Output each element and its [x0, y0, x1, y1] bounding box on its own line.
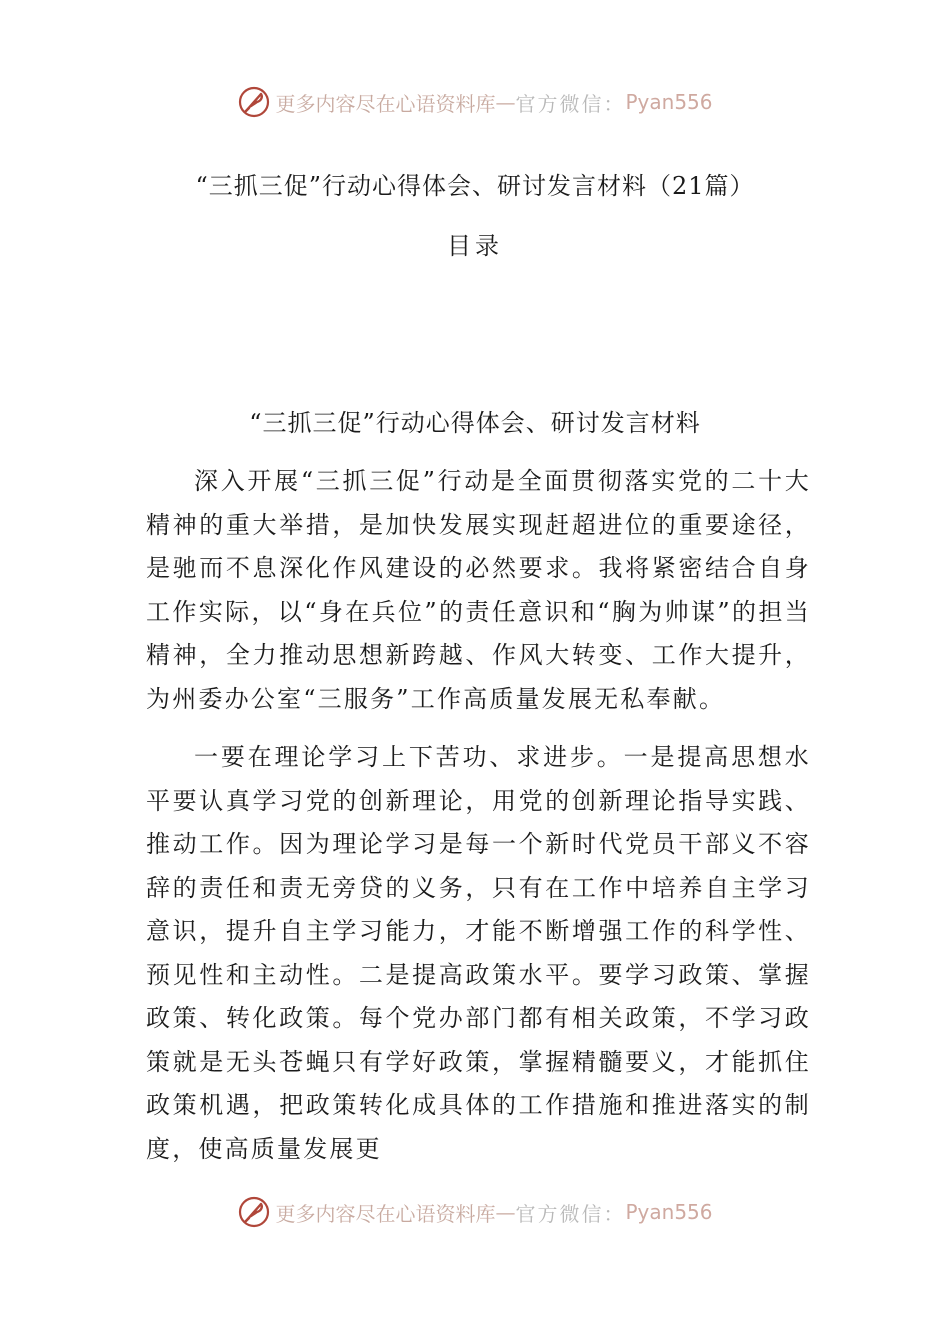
toc-heading: 目录 [447, 232, 503, 260]
header-banner [0, 82, 950, 122]
footer-banner [0, 1192, 950, 1232]
banner-wechat-label: 官方微信： [515, 91, 626, 116]
banner-dash: — [495, 90, 516, 114]
banner-wechat-label: 官方微信： [515, 1201, 626, 1226]
document-title: “三抓三促”行动心得体会、研讨发言材料（21篇） [195, 172, 755, 200]
banner-dash: — [495, 1200, 516, 1224]
quill-logo-icon [237, 1195, 271, 1229]
banner-main-text: 更多内容尽在心语资料库 [275, 91, 496, 116]
banner-wechat-id: Pyan556 [625, 1200, 713, 1224]
body-paragraph: 深入开展“三抓三促”行动是全面贯彻落实党的二十大精神的重大举措，是加快发展实现赶超进位的重要途径，是驰而不息深化作风建设的必然要求。我将紧密结合自身工作实际，以“身在兵位”的责任意识和“胸为帅谋”的担当精神，全力推动思想新跨越、作风大转变、工作大提升，为州委办公室“三服务”工作高质量发展无私奉献。 [146, 467, 811, 713]
banner-wechat-id: Pyan556 [625, 90, 713, 114]
quill-logo-icon [237, 85, 271, 119]
body-paragraph: 一要在理论学习上下苦功、求进步。一是提高思想水平要认真学习党的创新理论，用党的创新理论指导实践、推动工作。因为理论学习是每一个新时代党员干部义不容辞的责任和责无旁贷的义务，只有在工作中培养自主学习意识，提升自主学习能力，才能不断增强工作的科学性、预见性和主动性。二是提高政策水平。要学习政策、掌握政策、转化政策。每个党办部门都有相关政策，不学习政策就是无头苍蝇只有学好政策，掌握精髓要义，才能抓住政策机遇，把政策转化成具体的工作措施和推进落实的制度，使高质量发展更 [146, 743, 811, 1163]
banner-main-text: 更多内容尽在心语资料库 [275, 1201, 496, 1226]
section-subtitle: “三抓三促”行动心得体会、研讨发言材料 [249, 409, 701, 437]
